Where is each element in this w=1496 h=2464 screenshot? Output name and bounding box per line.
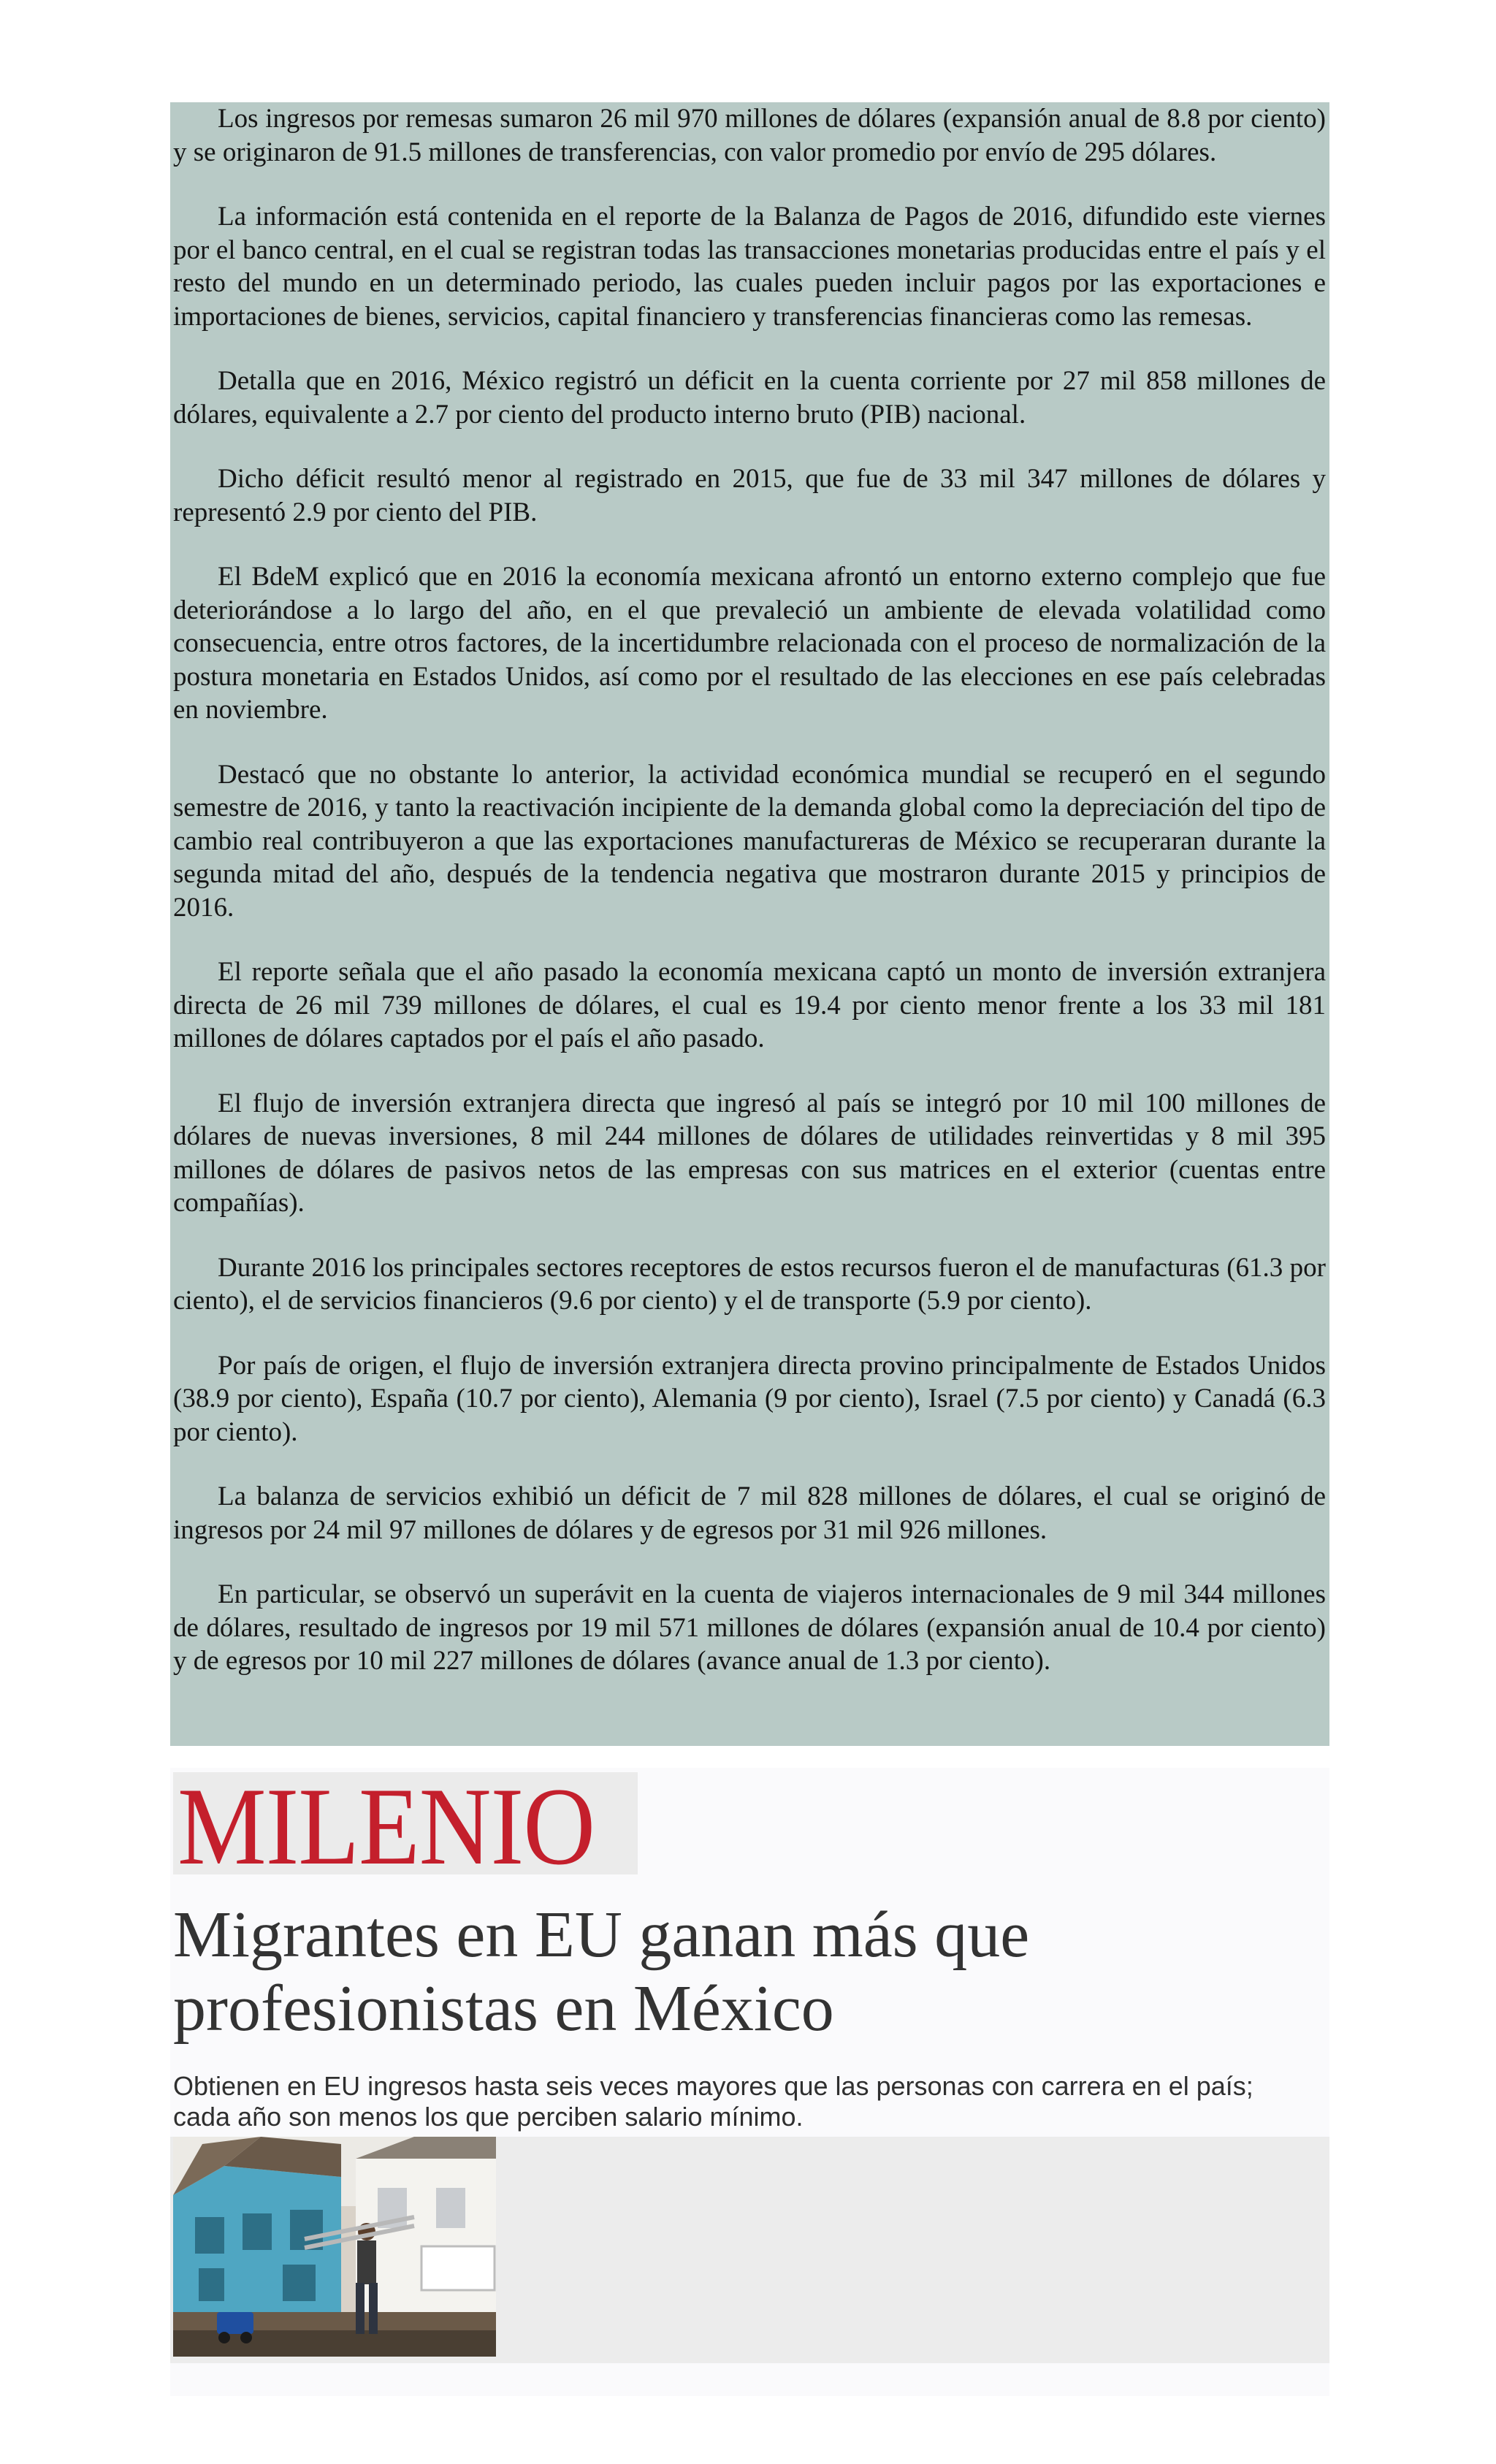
paragraph-inversion-extranjera: El reporte señala que el año pasado la economía mexicana captó un monto de inversión extranjera directa de 26 mil 739 millones de dólares, el cual es 19.4 por ciento menor frente a los 33 mil 181 millones de dólares captados por el país el año pasado. [173, 957, 1326, 1053]
paragraph-remesas: Los ingresos por remesas sumaron 26 mil 970 millones de dólares (expansión anual de 8.8 por ciento) y se originaron de 91.5 millones de transferencias, con valor promedio por envío de 295 dólares. [173, 104, 1326, 167]
logo-text: MILENIO [178, 1772, 595, 1874]
paragraph-recuperacion: Destacó que no obstante lo anterior, la actividad económica mundial se recuperó en el segundo semestre de 2016, y tanto la reactivación incipiente de la demanda global como la depreciación del tipo de cambio real contribuyeron a que las exportaciones manufactureras de México se recuperaran durante la segunda mitad del año, después de la tendencia negativa que mostraron durante 2015 y principios de 2016. [173, 759, 1326, 923]
milenio-logo [173, 1772, 638, 1874]
clipping-subhead: Obtienen en EU ingresos hasta seis veces mayores que las personas con carrera en el país; cada año son menos los que perciben salario mínimo. [173, 2071, 1253, 2132]
article-body [170, 102, 1329, 1746]
paragraph-deficit-2015: Dicho déficit resultó menor al registrado en 2015, que fue de 33 mil 347 millones de dólares y representó 2.9 por ciento del PIB. [173, 464, 1326, 527]
clipping-headline: Migrantes en EU ganan más que profesionistas en México [173, 1899, 1030, 2045]
paragraph-balanza-servicios: La balanza de servicios exhibió un déficit de 7 mil 828 millones de dólares, el cual se originó de ingresos por 24 mil 97 millones de dólares y de egresos por 31 mil 926 millones. [173, 1481, 1326, 1545]
paragraph-deficit-2016: Detalla que en 2016, México registró un déficit en la cuenta corriente por 27 mil 858 millones de dólares, equivalente a 2.7 por ciento del producto interno bruto (PIB) nacional. [173, 366, 1326, 430]
paragraph-pais-origen: Por país de origen, el flujo de inversión extranjera directa provino principalmente de Estados Unidos (38.9 por ciento), España (10.7 por ciento), Alemania (9 por ciento), Israel (7.5 por ciento) y Canadá (6.3 por ciento). [173, 1350, 1326, 1447]
paragraph-balanza-de-pagos: La información está contenida en el reporte de la Balanza de Pagos de 2016, difundido este viernes por el banco central, en el cual se registran todas las transacciones monetarias producidas entre el país y el resto del mundo en un determinado periodo, las cuales pueden incluir pagos por las exportaciones e importaciones de bienes, servicios, capital financiero y transferencias financieras como las remesas. [173, 202, 1326, 332]
construction-worker-photo [173, 2137, 496, 2357]
paragraph-flujo-inversion: El flujo de inversión extranjera directa que ingresó al país se integró por 10 mil 100 millones de dólares de nuevas inversiones, 8 mil 244 millones de dólares de utilidades reinvertidas y 8 mil 395 millones de dólares de pasivos netos de las empresas con sus matrices en el exterior (cuentas entre compañías). [173, 1088, 1326, 1218]
paragraph-entorno-externo: El BdeM explicó que en 2016 la economía mexicana afrontó un entorno externo complejo que fue deteriorándose a lo largo del año, en el que prevaleció un ambiente de elevada volatilidad como consecuencia, entre otros factores, de la incertidumbre relacionada con el proceso de normalización de la postura monetaria en Estados Unidos, así como por el resultado de las elecciones en ese país celebradas en noviembre. [173, 562, 1326, 725]
paragraph-viajeros: En particular, se observó un superávit en la cuenta de viajeros internacionales de 9 mil 344 millones de dólares, resultado de ingresos por 19 mil 571 millones de dólares (expansión anual de 10.4 por ciento) y de egresos por 10 mil 227 millones de dólares (avance anual de 1.3 por ciento). [173, 1579, 1326, 1676]
paragraph-sectores: Durante 2016 los principales sectores receptores de estos recursos fueron el de manufacturas (61.3 por ciento), el de servicios financieros (9.6 por ciento) y el de transporte (5.9 por ciento). [173, 1252, 1326, 1316]
